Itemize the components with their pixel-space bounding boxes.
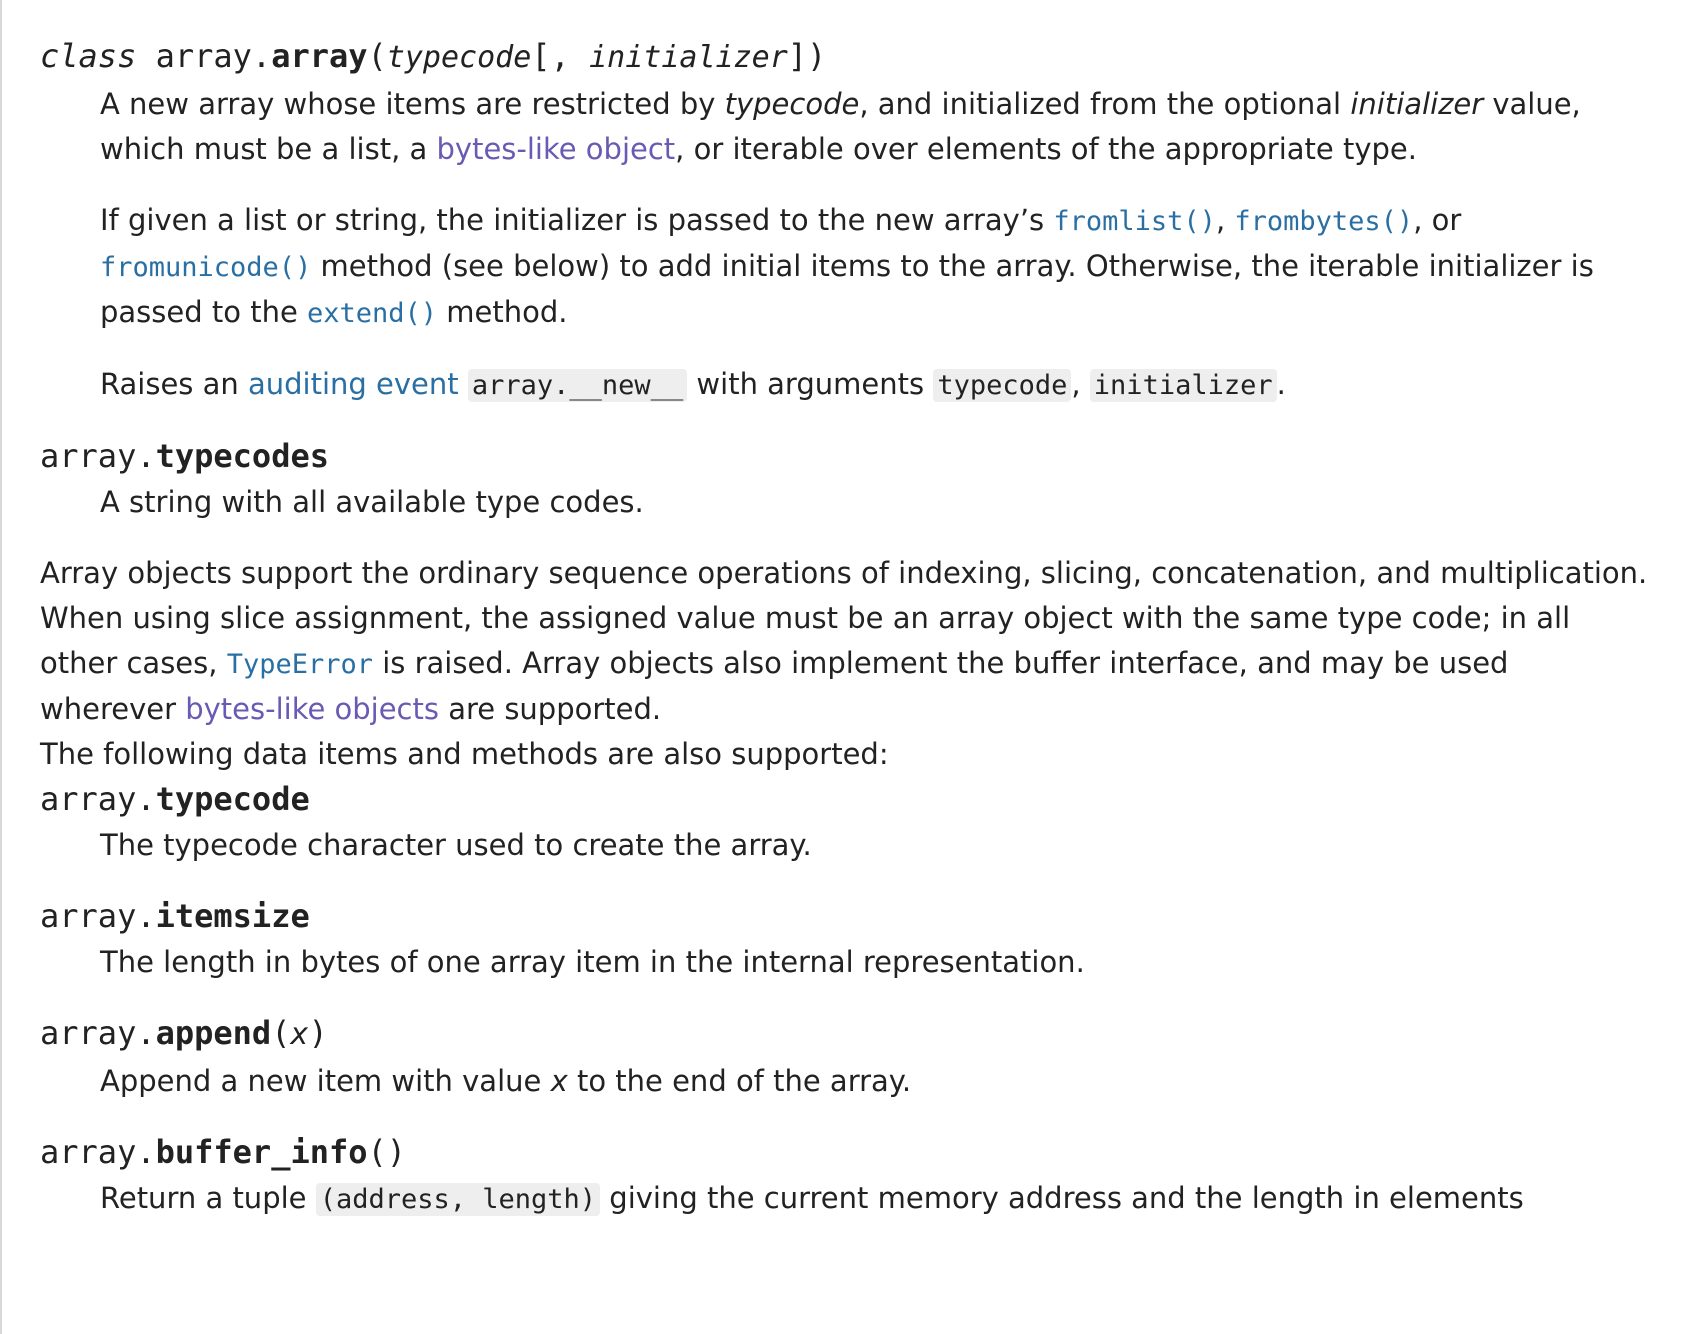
text: , and initialized from the optional [859, 87, 1351, 121]
text: giving the current memory address and the length in elements [600, 1181, 1524, 1215]
fromlist-link[interactable]: fromlist() [1053, 206, 1216, 237]
text: Raises an [100, 367, 248, 401]
text [459, 367, 468, 401]
class-name: array [271, 37, 368, 75]
open-paren: ( [271, 1014, 291, 1052]
text: Append a new item with value [100, 1064, 551, 1098]
parens: () [367, 1133, 407, 1171]
emphasis-x: x [550, 1064, 568, 1098]
typecodes-desc-text: A string with all available type codes. [100, 485, 644, 519]
module-prefix: array. [155, 37, 272, 75]
module-prefix: array. [40, 780, 156, 818]
fromunicode-link[interactable]: fromunicode() [100, 252, 312, 283]
class-array-signature [40, 34, 1650, 80]
param-typecode: typecode [386, 40, 532, 75]
text: . [1276, 367, 1286, 401]
class-keyword: class [40, 37, 137, 75]
bytes-like-object-link[interactable]: bytes-like object [436, 132, 676, 166]
doc-content [40, 34, 1650, 1248]
text: value, which must be a list, a [100, 87, 1581, 166]
class-array-entry [40, 34, 1650, 408]
text: is raised. Array objects also implement the buffer interface, and may be used wherever [40, 646, 1509, 726]
append-entry [40, 1011, 1650, 1104]
attribute-name: typecodes [155, 437, 329, 475]
method-name: buffer_info [155, 1133, 368, 1171]
auditing-event-link[interactable]: auditing event [248, 367, 459, 401]
body-paragraph-supported-items: The following data items and methods are also supported: [40, 737, 889, 771]
attribute-name: itemsize [155, 897, 310, 935]
buffer-info-desc-text [100, 1176, 1650, 1222]
class-array-desc-para-2 [100, 198, 1650, 336]
text: , or iterable over elements of the appropriate type. [675, 132, 1417, 166]
text: If given a list or string, the initializer is passed to the new array’s [100, 203, 1054, 237]
code-array-new: array.__new__ [468, 369, 687, 402]
module-prefix: array. [40, 1133, 156, 1171]
code-typecode: typecode [933, 369, 1071, 402]
body-paragraph-sequence-ops [40, 551, 1650, 732]
text: with arguments [687, 367, 934, 401]
module-prefix: array. [40, 437, 156, 475]
class-array-description [100, 82, 1650, 408]
class-array-desc-para-1 [100, 82, 1650, 172]
itemsize-desc-text: The length in bytes of one array item in the internal representation. [100, 945, 1085, 979]
frombytes-link[interactable]: frombytes() [1234, 206, 1414, 237]
close-paren: ) [308, 1014, 328, 1052]
buffer-info-signature [40, 1130, 1650, 1174]
itemsize-signature [40, 894, 1650, 938]
text: , [1071, 367, 1090, 401]
attribute-name: typecode [155, 780, 310, 818]
typeerror-link[interactable]: TypeError [226, 649, 373, 680]
optional-open: [, [531, 37, 590, 75]
bytes-like-objects-link[interactable]: bytes-like objects [185, 692, 439, 726]
text: , or [1413, 203, 1462, 237]
typecode-entry [40, 777, 1650, 868]
typecode-signature [40, 777, 1650, 821]
typecodes-entry [40, 434, 1650, 525]
buffer-info-description [100, 1176, 1650, 1222]
itemsize-entry [40, 894, 1650, 985]
code-initializer: initializer [1090, 369, 1277, 402]
module-prefix: array. [40, 897, 156, 935]
text: Return a tuple [100, 1181, 316, 1215]
typecodes-signature [40, 434, 1650, 478]
buffer-info-entry [40, 1130, 1650, 1222]
append-signature [40, 1011, 1650, 1057]
text: method (see below) to add initial items to the array. Otherwise, the iterable initializer is passed to the [100, 249, 1594, 329]
emphasis-initializer: initializer [1350, 87, 1484, 121]
text: , [1215, 203, 1235, 237]
emphasis-typecode: typecode [724, 87, 860, 121]
typecode-desc-text: The typecode character used to create the array. [100, 828, 812, 862]
module-prefix: array. [40, 1014, 156, 1052]
method-name: append [155, 1014, 272, 1052]
append-description [100, 1059, 1650, 1104]
open-paren: ( [367, 37, 387, 75]
close-paren: ) [807, 37, 827, 75]
text: method. [437, 295, 568, 329]
text: A new array whose items are restricted by [100, 87, 725, 121]
param-x: x [290, 1017, 309, 1052]
code-address-length: (address, length) [316, 1183, 600, 1216]
text: Array objects support the ordinary sequence operations of indexing, slicing, concatenation, and multiplication. When using slice assignment, the assigned value must be an array object with the same type code; in all other cases, [40, 556, 1648, 680]
class-array-desc-para-3 [100, 362, 1650, 408]
typecode-description [100, 823, 1650, 868]
text: are supported. [438, 692, 662, 726]
typecodes-description [100, 480, 1650, 525]
text: to the end of the array. [567, 1064, 912, 1098]
append-desc-text [100, 1059, 1650, 1104]
extend-link[interactable]: extend() [307, 298, 438, 329]
optional-close: ] [787, 37, 808, 75]
param-initializer: initializer [589, 40, 788, 75]
itemsize-description [100, 940, 1650, 985]
